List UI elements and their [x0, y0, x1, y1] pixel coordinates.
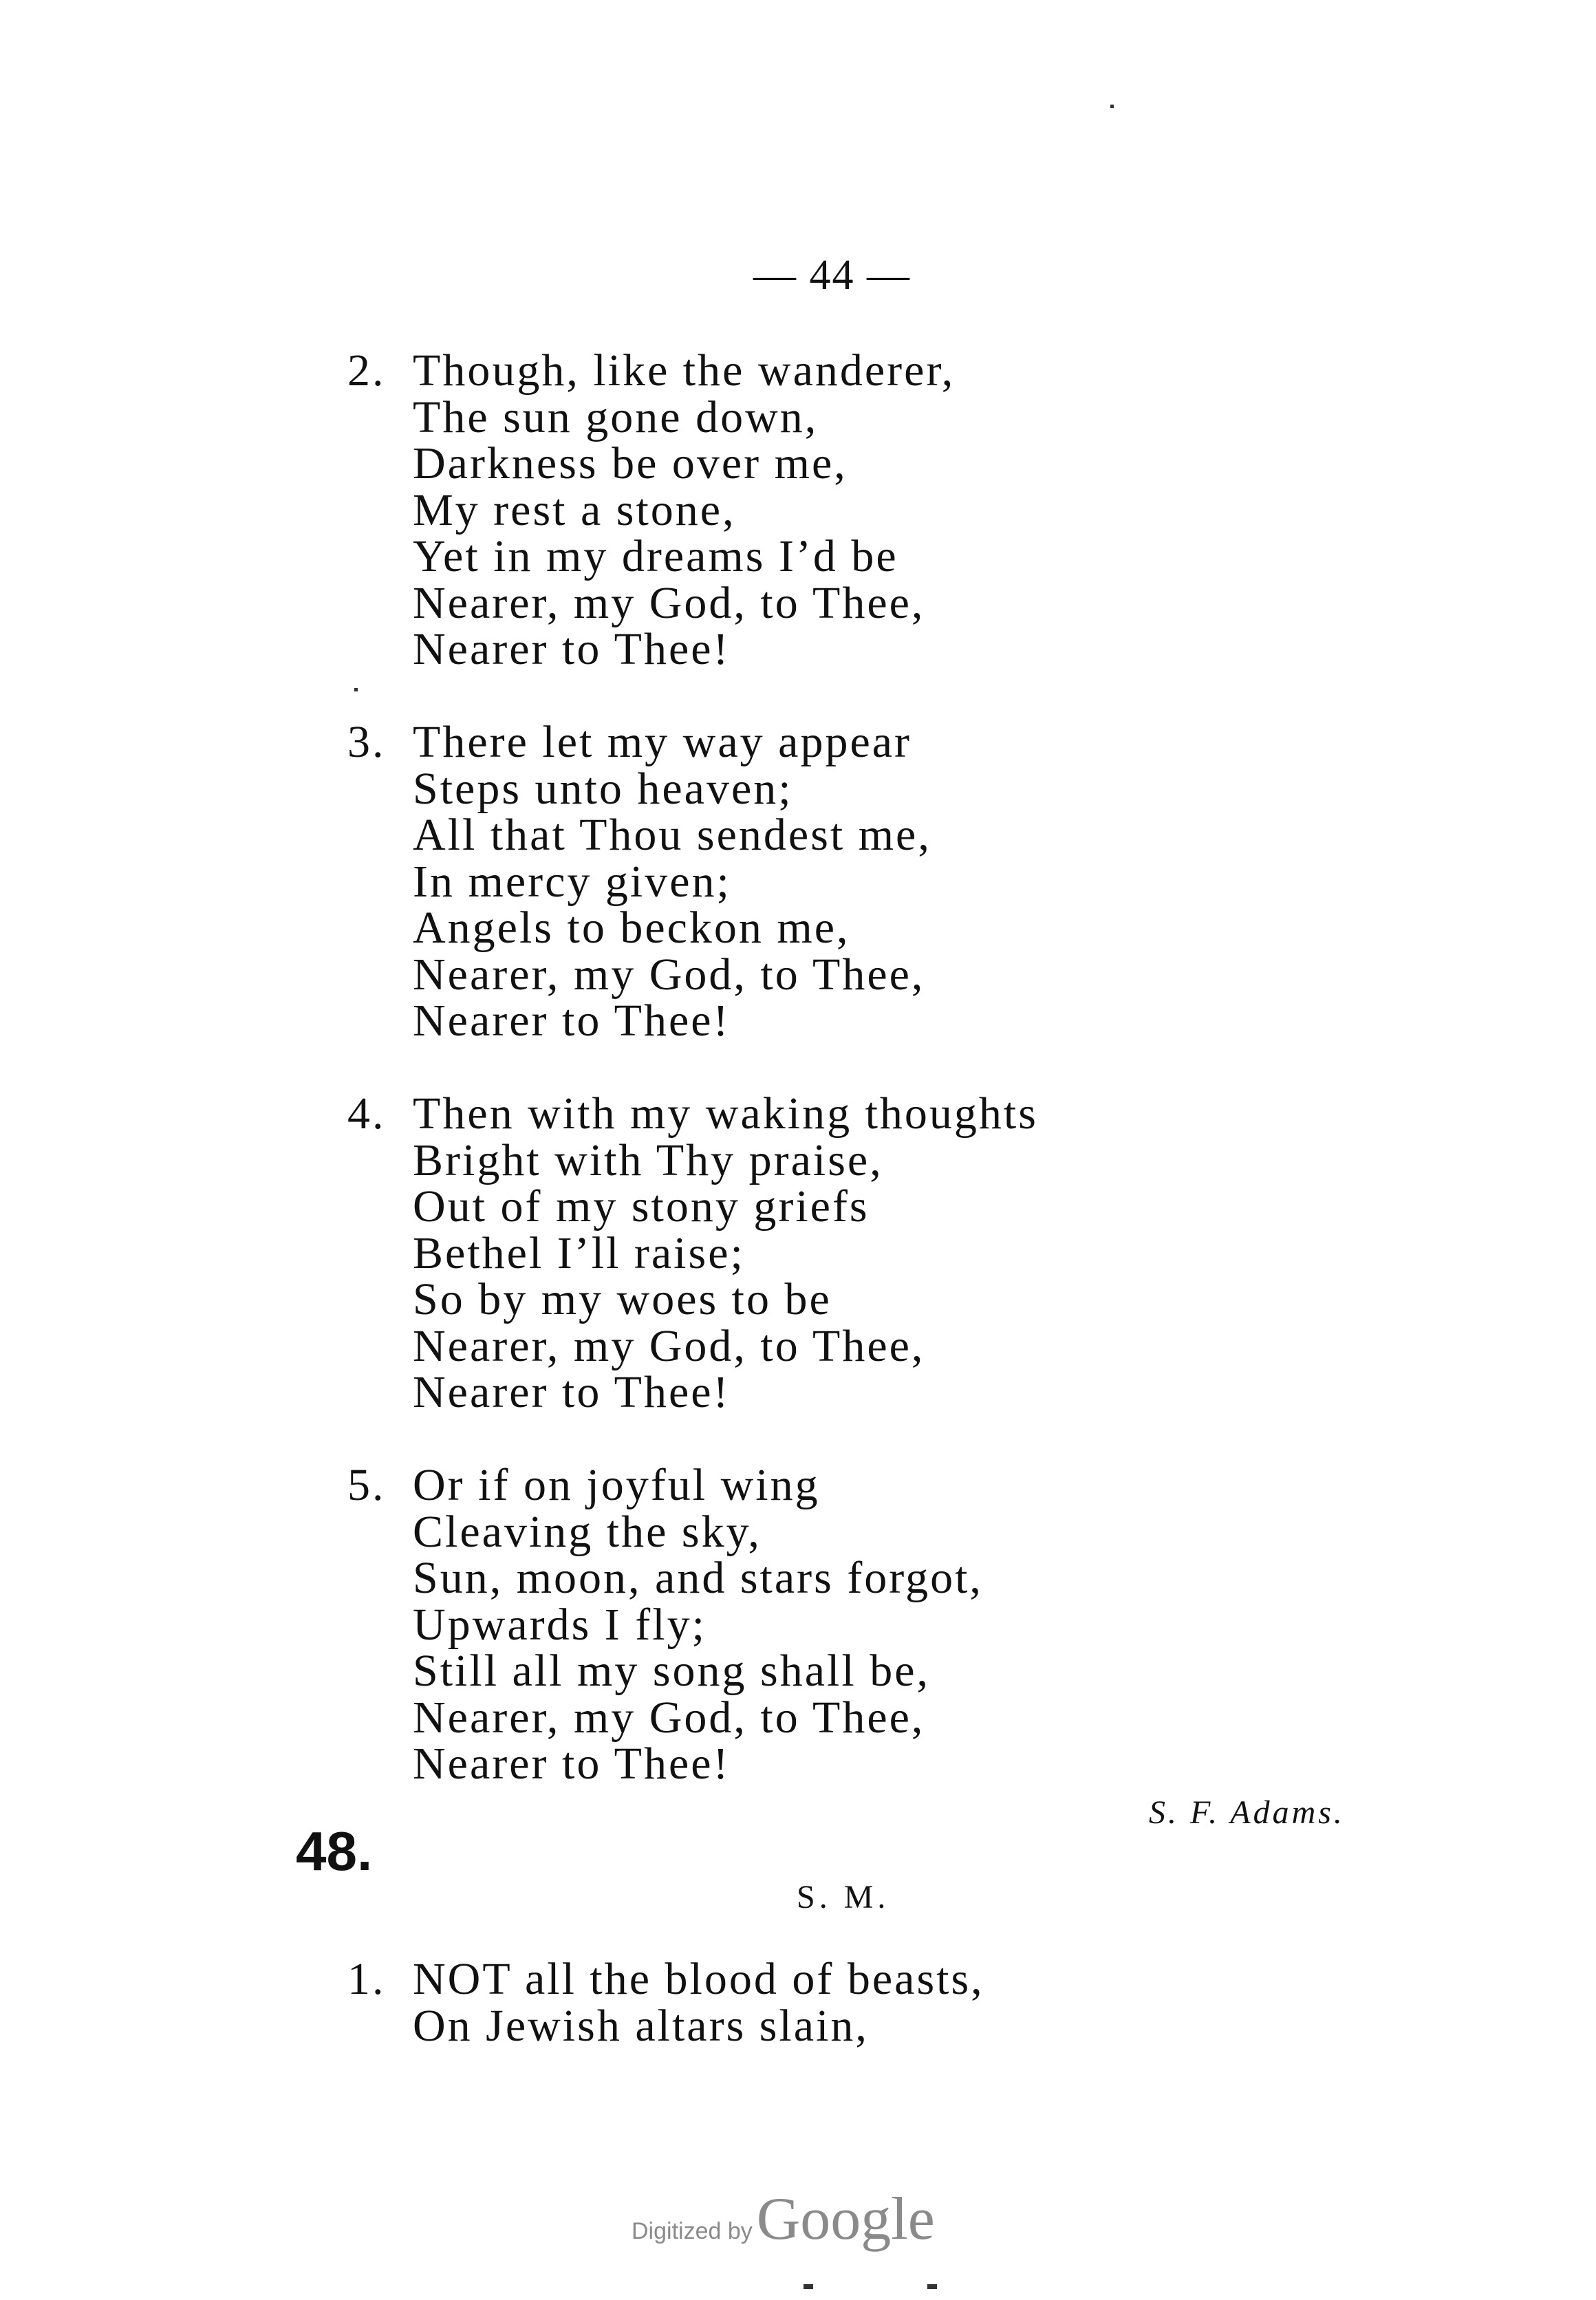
stanza-number: 3. [347, 717, 386, 767]
digitized-by-text: Digitized by [632, 2218, 753, 2244]
verse-line: Yet in my dreams I’d be [413, 531, 898, 581]
author-attribution: S. F. Adams. [1149, 1794, 1345, 1831]
verse-line: Nearer to Thee! [413, 996, 731, 1046]
scan-speck [804, 2284, 813, 2289]
stanza-2 [347, 347, 955, 673]
verse-line: Then with my waking thoughts [413, 1088, 1038, 1139]
verse-line: Nearer, my God, to Thee, [413, 1320, 925, 1371]
scan-speck [354, 688, 358, 691]
verse-line: Sun, moon, and stars forgot, [413, 1553, 983, 1603]
stanza-3 [347, 719, 931, 1044]
verse-line: All that Thou sendest me, [413, 810, 931, 860]
verse-line: Nearer to Thee! [413, 1739, 731, 1789]
google-logo: Google [756, 2186, 935, 2253]
hymn-number: 48. [296, 1820, 373, 1882]
digitized-watermark [632, 2184, 935, 2254]
hymn-48-stanza-1 [347, 1956, 984, 2049]
stanza-5 [347, 1462, 983, 1787]
verse-line: On Jewish altars slain, [413, 2000, 869, 2051]
verse-line: Darkness be over me, [413, 438, 848, 488]
stanza-number: 2. [347, 345, 386, 396]
scan-speck [1110, 105, 1114, 108]
meter: S. M. [797, 1879, 890, 1915]
verse-line: There let my way appear [413, 717, 912, 767]
verse-line: Nearer, my God, to Thee, [413, 577, 925, 628]
verse-line: Steps unto heaven; [413, 763, 793, 814]
verse-line: NOT all the blood of beasts, [413, 1954, 984, 2004]
verse-line: Still all my song shall be, [413, 1646, 930, 1696]
verse-line: Or if on joyful wing [413, 1460, 820, 1510]
verse-line: Angels to beckon me, [413, 903, 850, 953]
stanza-number: 1. [347, 1954, 386, 2004]
verse-line: Nearer, my God, to Thee, [413, 1692, 925, 1743]
page-number: — 44 — [753, 252, 911, 299]
scan-speck [927, 2284, 937, 2289]
stanza-number: 4. [347, 1088, 386, 1139]
verse-line: My rest a stone, [413, 484, 736, 535]
verse-line: Though, like the wanderer, [413, 345, 956, 396]
verse-line: Nearer to Thee! [413, 1367, 731, 1417]
stanza-number: 5. [347, 1460, 386, 1510]
verse-line: Bethel I’ll raise; [413, 1227, 745, 1278]
verse-line: Nearer, my God, to Thee, [413, 949, 925, 1000]
verse-line: Upwards I fly; [413, 1599, 707, 1650]
verse-line: The sun gone down, [413, 391, 819, 442]
verse-line: So by my woes to be [413, 1274, 832, 1324]
stanza-4 [347, 1090, 1038, 1416]
verse-line: Nearer to Thee! [413, 624, 731, 674]
verse-line: Bright with Thy praise, [413, 1135, 883, 1185]
verse-line: Out of my stony griefs [413, 1181, 870, 1232]
verse-line: Cleaving the sky, [413, 1506, 762, 1557]
verse-line: In mercy given; [413, 856, 731, 907]
